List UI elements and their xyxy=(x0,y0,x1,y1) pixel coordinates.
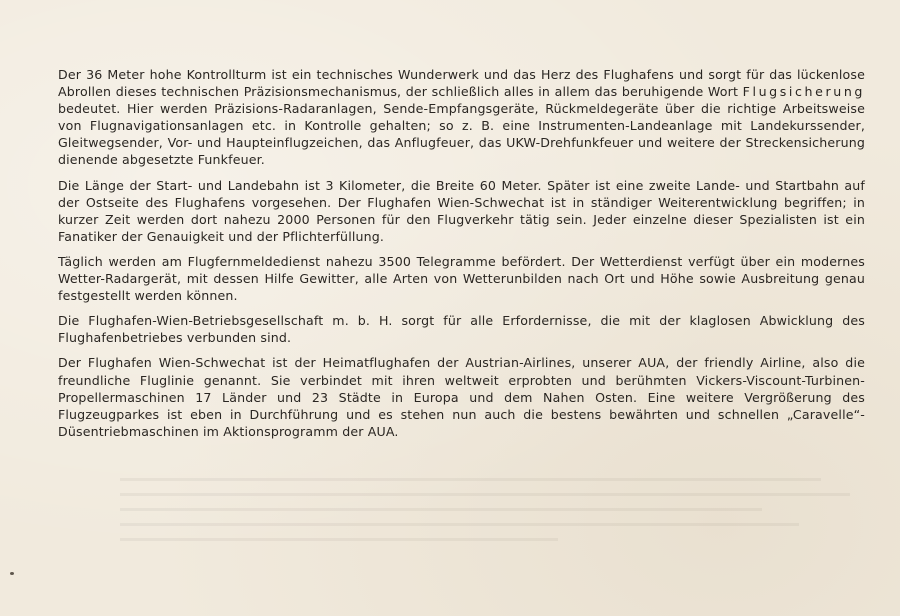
paragraph-runway: Die Länge der Start- und Landebahn ist 3 Kilometer, die Breite 60 Meter. Später ist eine zweite Lande- und Startbahn auf der Ostseite des Flughafens vorgesehen. Der Flughafen Wien-Schwechat ist in ständiger Weiterentwicklung begriffen; in kurzer Zeit werden dort nahezu 2000 Personen für den Flugverkehr tätig sein. Jeder einzelne dieser Spezialisten ist ein Fanatiker der Genauigkeit und der Pflichterfüllung. xyxy=(58,177,865,244)
paragraph-control-tower xyxy=(58,66,865,169)
show-through-text xyxy=(120,478,850,568)
spaced-word-flugsicherung: Flugsicherung xyxy=(742,84,865,100)
paragraph-1-text-end: bedeutet. Hier werden Präzisions-Radaranlagen, Sende-Empfangsgeräte, Rückmeldegeräte über die richtige Arbeitsweise von Flugnavigationsanlagen etc. in Kontrolle gehalten; so z. B. eine Instrumenten-Landeanlage mit Landekurssender, Gleitwegsender, Vor- und Haupteinflugzeichen, das Anflugfeuer, das UKW-Drehfunkfeuer und weitere der Streckensicherung dienende abgesetzte Funkfeuer. xyxy=(58,101,865,168)
paragraph-weather-service: Täglich werden am Flugfernmeldedienst nahezu 3500 Telegramme befördert. Der Wetterdienst verfügt über ein modernes Wetter-Radargerät, mit dessen Hilfe Gewitter, alle Arten von Wetterunbilden nach Ort und Höhe sowie Ausbreitung genau festgestellt werden können. xyxy=(58,253,865,304)
paragraph-operating-company: Die Flughafen-Wien-Betriebsgesellschaft m. b. H. sorgt für alle Erfordernisse, die mit der klaglosen Abwicklung des Flughafenbetriebes verbunden sind. xyxy=(58,313,865,346)
body-text xyxy=(58,66,865,448)
paper-speck xyxy=(10,572,14,575)
paragraph-austrian-airlines: Der Flughafen Wien-Schwechat ist der Heimatflughafen der Austrian-Airlines, unserer AUA, der friendly Airline, also die freundliche Fluglinie genannt. Sie verbindet mit ihren weltweit erprobten und berühmten Vickers-Viscount-Turbinen-Propellermaschinen 17 Länder und 23 Städte in Europa und dem Nahen Osten. Eine weitere Vergrößerung des Flugzeugparkes ist eben in Durchführung und es stehen nun auch die bestens bewährten und schnellen „Caravelle“-Düsentriebmaschinen im Aktionsprogramm der AUA. xyxy=(58,355,865,439)
paragraph-1-text-start: Der 36 Meter hohe Kontrollturm ist ein technisches Wunderwerk und das Herz des Flughafens und sorgt für das lückenlose Abrollen dieses technischen Präzisionsmechanismus, der schließlich alles in allem das beruhigende Wort xyxy=(58,67,865,100)
